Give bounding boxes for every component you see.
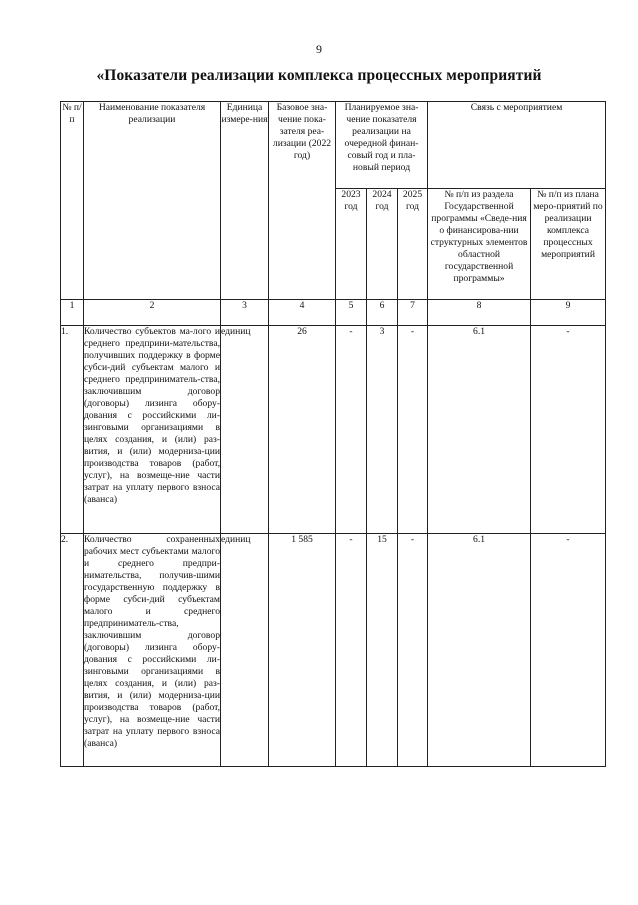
header-year-2023: 2023 год bbox=[336, 189, 367, 300]
program-section-ref: 6.1 bbox=[428, 326, 531, 534]
column-number: 7 bbox=[398, 300, 428, 326]
column-number: 1 bbox=[61, 300, 84, 326]
indicator-name: Количество субъектов ма-лого и среднего предприни-мательства, получивших поддержку в форме субси-дий субъектам малого и среднего предприниматель-ства, заключившим договор (договоры) лизинга обору-дования с российскими ли-зинговыми организациями в целях создания, и (или) раз-вития, и (или) модерниза-ции производства товаров (работ, услуг), на возмеще-ние части затрат на уплату первого взноса (аванса) bbox=[84, 326, 221, 534]
header-base: Базовое зна-чение пока-зателя реа-лизации (2022 год) bbox=[269, 102, 336, 300]
value-2024: 3 bbox=[367, 326, 398, 534]
value-2024: 15 bbox=[367, 534, 398, 767]
header-year-2024: 2024 год bbox=[367, 189, 398, 300]
table-row bbox=[61, 534, 606, 767]
indicators-table bbox=[60, 101, 606, 767]
value-2023: - bbox=[336, 326, 367, 534]
indicator-unit: единиц bbox=[221, 326, 269, 534]
header-unit: Единица измере-ния bbox=[221, 102, 269, 300]
column-number: 6 bbox=[367, 300, 398, 326]
value-2025: - bbox=[398, 326, 428, 534]
base-value: 1 585 bbox=[269, 534, 336, 767]
page-title: «Показатели реализации комплекса процессных мероприятий bbox=[96, 67, 542, 84]
indicator-name: Количество сохраненных рабочих мест субъектами малого и среднего предпри-нимательства, получив-шими государственную поддержку в форме субси-дий субъектам малого и среднего предприниматель-ства, заключившим договор (договоры) лизинга обору-дования с российскими ли-зинговыми организациями в целях создания, и (или) раз-вития, и (или) модерниза-ции производства товаров (работ, услуг), на возмеще-ние части затрат на уплату первого взноса (аванса) bbox=[84, 534, 221, 767]
indicator-unit: единиц bbox=[221, 534, 269, 767]
table-row bbox=[61, 326, 606, 534]
value-2025: - bbox=[398, 534, 428, 767]
column-number: 3 bbox=[221, 300, 269, 326]
row-number: 2. bbox=[61, 534, 84, 767]
column-number: 9 bbox=[531, 300, 606, 326]
header-link-section: № п/п из раздела Государственной программы «Сведе-ния о финансирова-нии структурных элементов областной государственной программы» bbox=[428, 189, 531, 300]
program-section-ref: 6.1 bbox=[428, 534, 531, 767]
value-2023: - bbox=[336, 534, 367, 767]
header-row bbox=[61, 102, 606, 189]
column-number: 5 bbox=[336, 300, 367, 326]
header-link-plan: № п/п из плана меро-приятий по реализации комплекса процессных мероприятий bbox=[531, 189, 606, 300]
row-number: 1. bbox=[61, 326, 84, 534]
plan-ref: - bbox=[531, 534, 606, 767]
header-year-2025: 2025 год bbox=[398, 189, 428, 300]
header-planned: Планируемое зна-чение показателя реализации на очередной финан-совый год и пла-новый период bbox=[336, 102, 428, 189]
column-number-row bbox=[61, 300, 606, 326]
plan-ref: - bbox=[531, 326, 606, 534]
column-number: 4 bbox=[269, 300, 336, 326]
header-link: Связь с мероприятием bbox=[428, 102, 606, 189]
base-value: 26 bbox=[269, 326, 336, 534]
header-num: № п/п bbox=[61, 102, 84, 300]
header-name: Наименование показателя реализации bbox=[84, 102, 221, 300]
page-number: 9 bbox=[316, 42, 322, 56]
column-number: 8 bbox=[428, 300, 531, 326]
column-number: 2 bbox=[84, 300, 221, 326]
